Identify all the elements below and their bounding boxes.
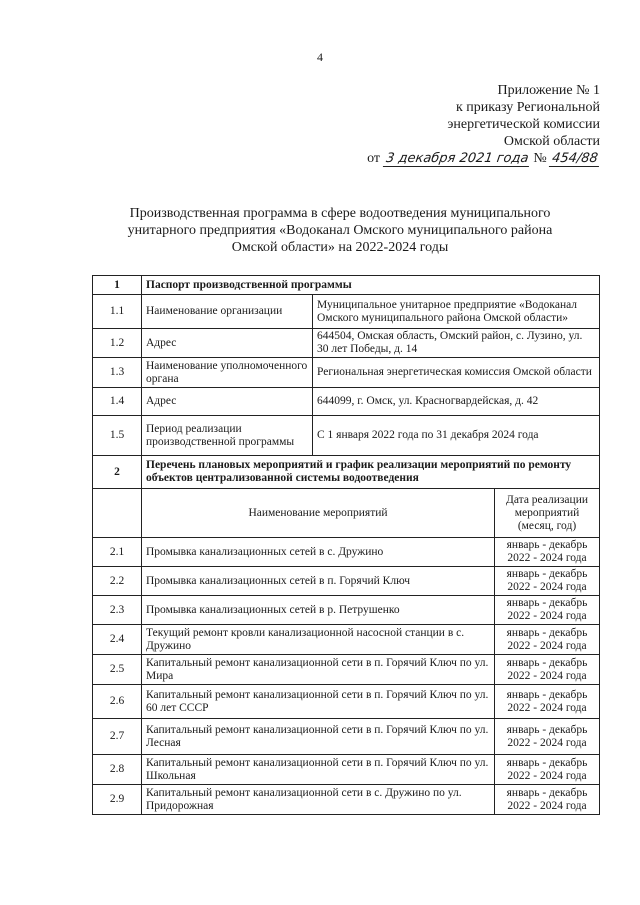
date-years: 2022 - 2024 года [507, 581, 587, 593]
appendix-block [447, 82, 600, 150]
date-years: 2022 - 2024 года [507, 701, 587, 714]
row-number: 2.1 [93, 538, 142, 567]
date-years: 2022 - 2024 года [507, 799, 587, 812]
table-row [93, 567, 600, 596]
table-row [93, 329, 600, 358]
date-months: январь - декабрь [506, 656, 588, 669]
row-number: 1.5 [93, 416, 142, 456]
date-months: январь - декабрь [506, 688, 588, 701]
table-row [93, 685, 600, 719]
row-number: 2.5 [93, 655, 142, 685]
date-months: январь - декабрь [506, 568, 588, 580]
row-number: 2.8 [93, 755, 142, 785]
section-number: 2 [93, 456, 142, 489]
table-row [93, 388, 600, 416]
activity-name: Капитальный ремонт канализационной сети в п. Горячий Ключ по ул. 60 лет СССР [142, 685, 495, 719]
from-prefix: от [367, 151, 380, 166]
activity-date [495, 596, 600, 625]
date-years: 2022 - 2024 года [507, 669, 587, 682]
number-prefix: № [533, 151, 547, 166]
activity-date [495, 567, 600, 596]
row-label: Наименование организации [142, 295, 313, 329]
row-value: Муниципальное унитарное предприятие «Водоканал Омского муниципального района Омской области» [313, 295, 600, 329]
row-number: 2.9 [93, 785, 142, 815]
activity-date [495, 655, 600, 685]
activity-name: Промывка канализационных сетей в р. Петрушенко [142, 596, 495, 625]
activity-name: Промывка канализационных сетей в с. Дружино [142, 538, 495, 567]
date-years: 2022 - 2024 года [507, 769, 587, 782]
title-line: Производственная программа в сфере водоотведения муниципального [129, 206, 551, 221]
table-row [93, 785, 600, 815]
row-value: С 1 января 2022 года по 31 декабря 2024 года [313, 416, 600, 456]
date-months: январь - декабрь [506, 723, 588, 736]
section-heading: Перечень плановых мероприятий и график реализации мероприятий по ремонту объектов централизованной системы водоотведения [142, 456, 600, 489]
date-months: январь - декабрь [506, 626, 588, 639]
order-reference [367, 151, 600, 167]
document-title [90, 205, 590, 256]
title-line: Омской области» на 2022-2024 годы [231, 240, 449, 255]
section-number: 1 [93, 276, 142, 295]
row-number: 2.6 [93, 685, 142, 719]
row-number: 2.3 [93, 596, 142, 625]
activity-name: Капитальный ремонт канализационной сети в п. Горячий Ключ по ул. Мира [142, 655, 495, 685]
table-row [93, 719, 600, 755]
row-label: Адрес [142, 388, 313, 416]
table-row [93, 416, 600, 456]
appendix-line: Приложение № 1 [497, 83, 600, 98]
title-line: унитарного предприятия «Водоканал Омского муниципального района [127, 223, 553, 238]
row-number: 1.1 [93, 295, 142, 329]
table-row [93, 358, 600, 388]
section-header-row [93, 276, 600, 295]
row-label: Период реализации производственной программы [142, 416, 313, 456]
date-months: январь - декабрь [506, 786, 588, 799]
activity-name: Текущий ремонт кровли канализационной насосной станции в с. Дружино [142, 625, 495, 655]
row-label: Наименование уполномоченного органа [142, 358, 313, 388]
activity-name: Капитальный ремонт канализационной сети в п. Горячий Ключ по ул. Лесная [142, 719, 495, 755]
column-header-date: Дата реализации мероприятий (месяц, год) [495, 489, 600, 538]
program-table [92, 275, 600, 815]
row-number: 2.4 [93, 625, 142, 655]
page-number: 4 [317, 50, 323, 64]
row-number: 1.2 [93, 329, 142, 358]
activity-date [495, 685, 600, 719]
handwritten-number: 454/88 [549, 151, 601, 167]
date-years: 2022 - 2024 года [507, 639, 587, 652]
appendix-line: к приказу Региональной [455, 100, 600, 115]
section-heading: Паспорт производственной программы [142, 276, 600, 295]
appendix-line: Омской области [503, 134, 600, 149]
empty-cell [93, 489, 142, 538]
column-header-row [93, 489, 600, 538]
date-years: 2022 - 2024 года [507, 736, 587, 749]
table-row [93, 295, 600, 329]
activity-date [495, 719, 600, 755]
table-row [93, 538, 600, 567]
handwritten-date: 3 декабря 2021 года [382, 151, 531, 167]
row-value: 644504, Омская область, Омский район, с. Лузино, ул. 30 лет Победы, д. 14 [313, 329, 600, 358]
activity-name: Капитальный ремонт канализационной сети в с. Дружино по ул. Придорожная [142, 785, 495, 815]
row-value: Региональная энергетическая комиссия Омской области [313, 358, 600, 388]
row-number: 1.4 [93, 388, 142, 416]
row-number: 2.7 [93, 719, 142, 755]
appendix-line: энергетической комиссии [447, 117, 600, 132]
date-months: январь - декабрь [506, 597, 588, 609]
activity-name: Капитальный ремонт канализационной сети в п. Горячий Ключ по ул. Школьная [142, 755, 495, 785]
row-label: Адрес [142, 329, 313, 358]
date-years: 2022 - 2024 года [507, 552, 587, 564]
table-row [93, 755, 600, 785]
date-years: 2022 - 2024 года [507, 610, 587, 622]
activity-date [495, 755, 600, 785]
activity-date [495, 625, 600, 655]
row-number: 2.2 [93, 567, 142, 596]
date-months: январь - декабрь [506, 756, 588, 769]
date-months: январь - декабрь [506, 539, 588, 551]
activity-date [495, 785, 600, 815]
row-number: 1.3 [93, 358, 142, 388]
table-row [93, 625, 600, 655]
activity-date [495, 538, 600, 567]
activity-name: Промывка канализационных сетей в п. Горячий Ключ [142, 567, 495, 596]
column-header-name: Наименование мероприятий [142, 489, 495, 538]
row-value: 644099, г. Омск, ул. Красногвардейская, д. 42 [313, 388, 600, 416]
section-header-row [93, 456, 600, 489]
table-row [93, 596, 600, 625]
table-row [93, 655, 600, 685]
